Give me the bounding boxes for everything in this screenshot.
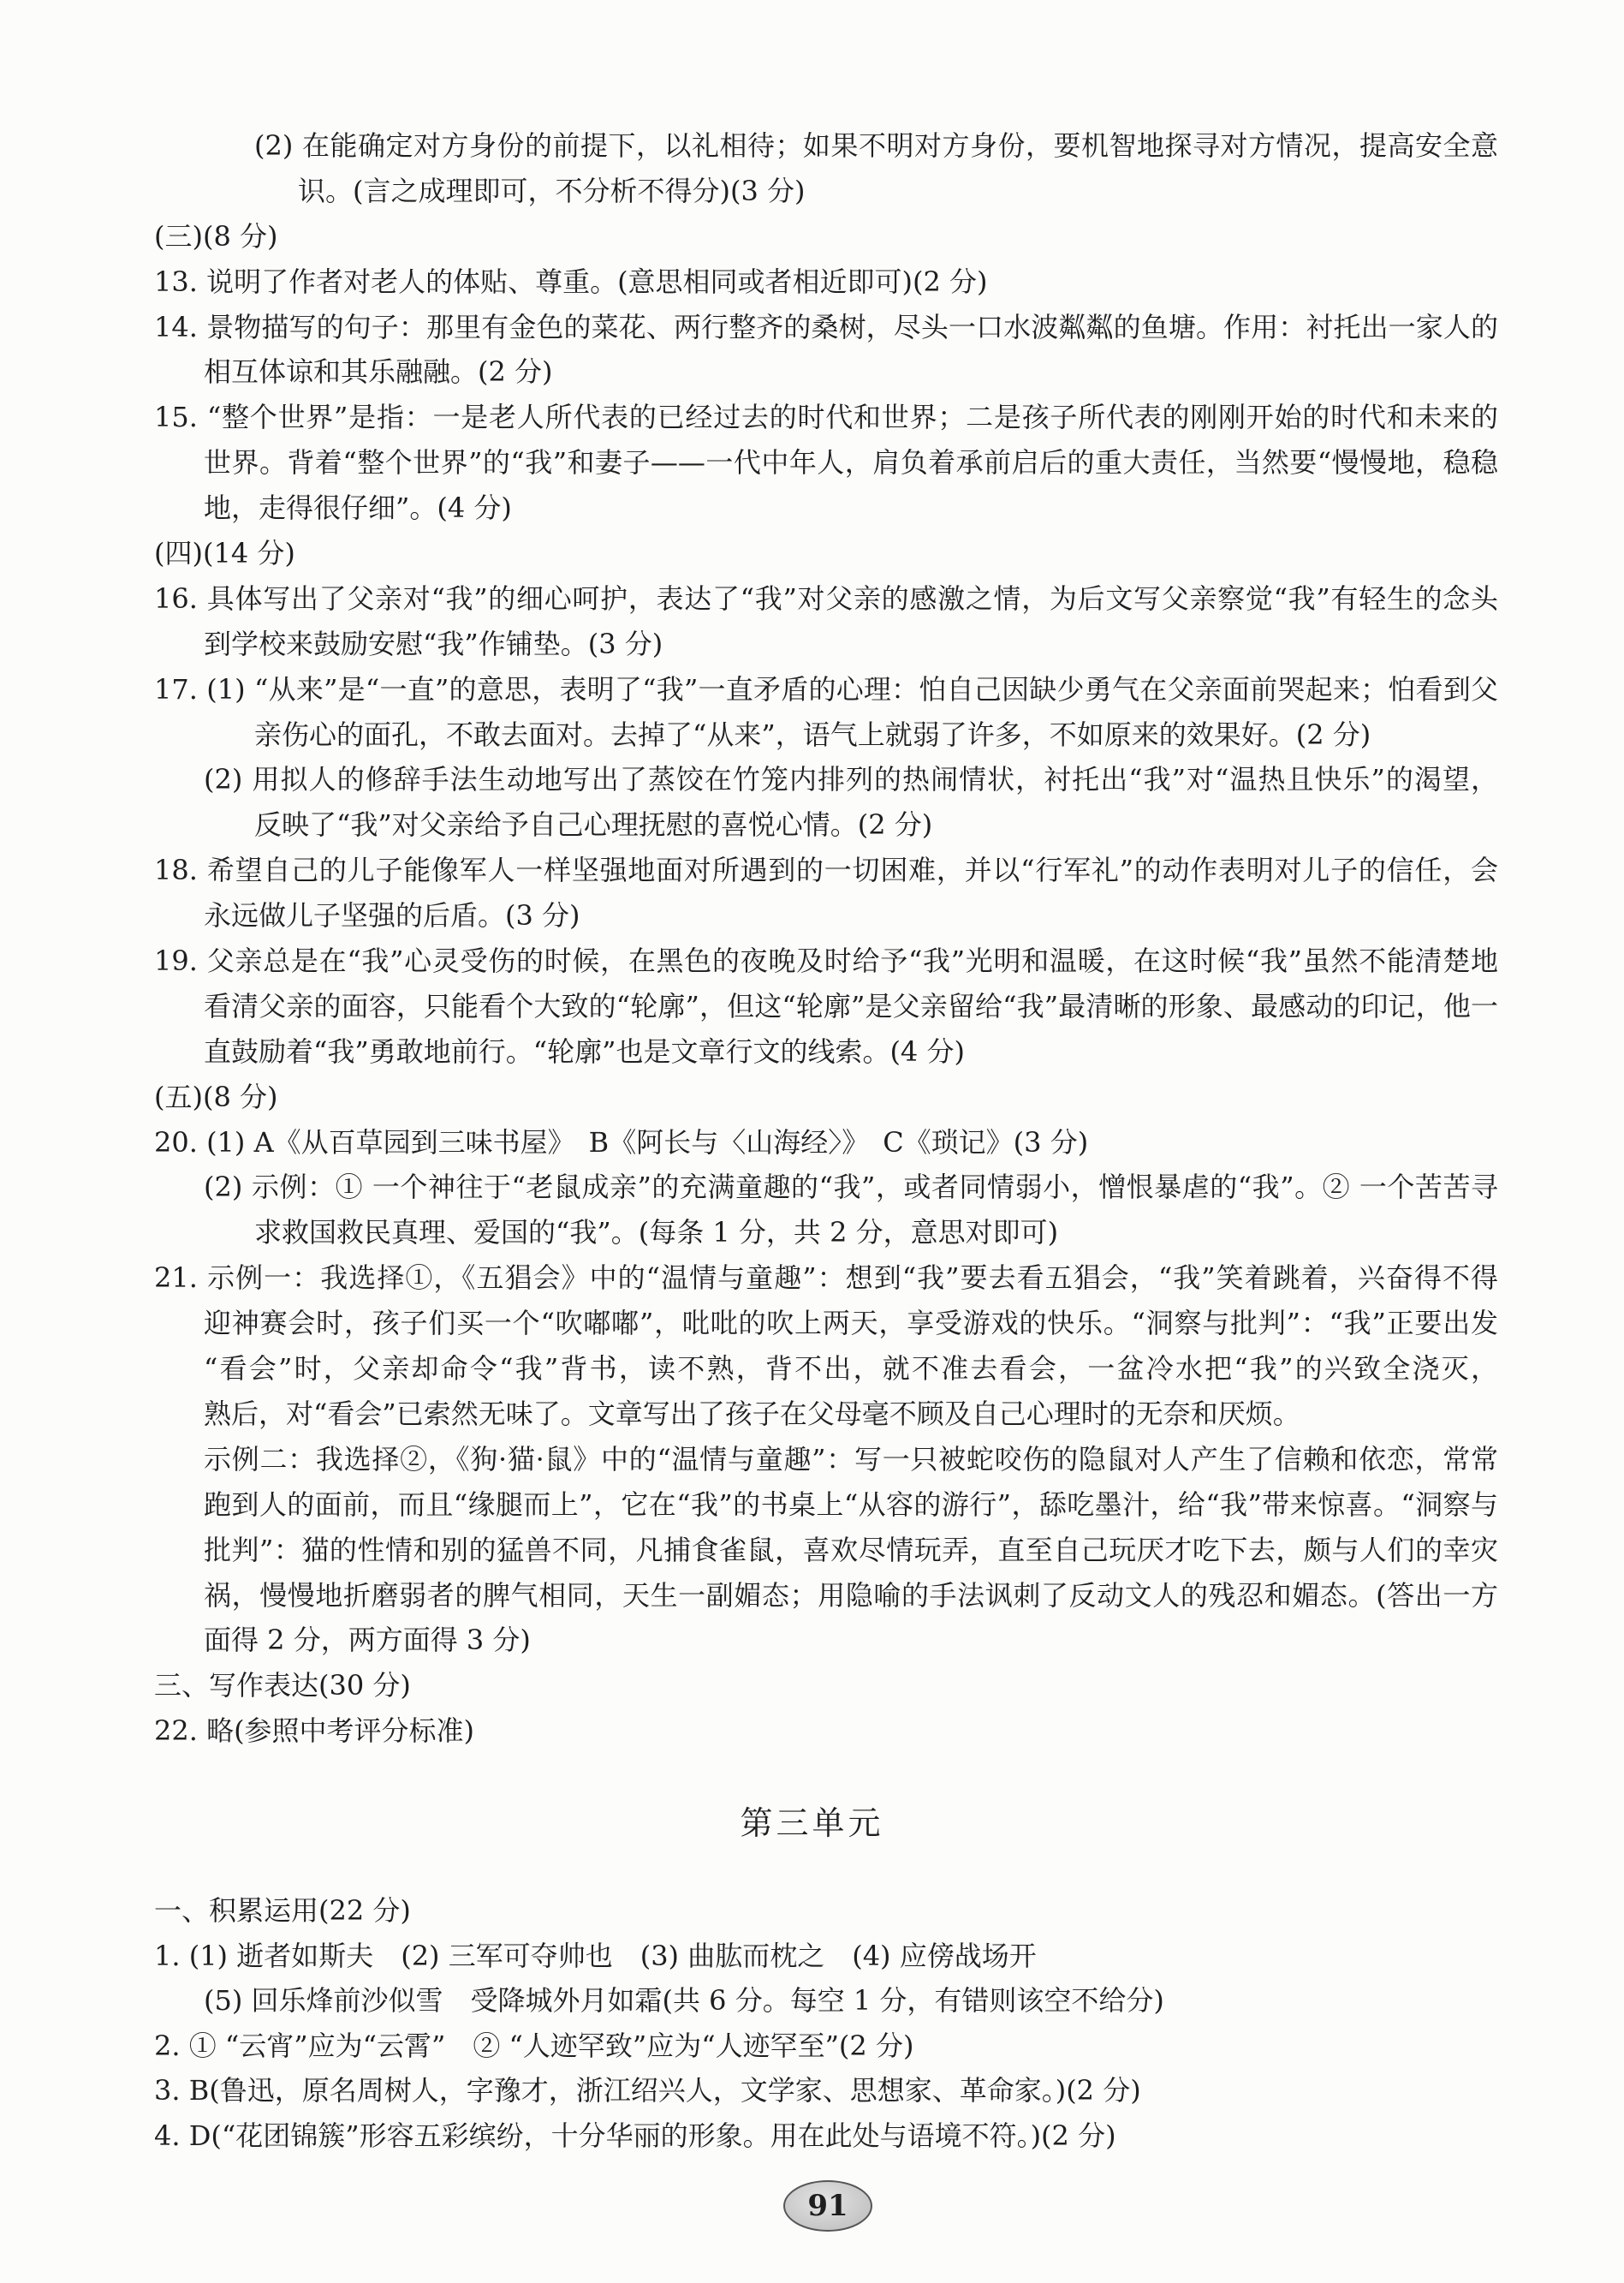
answer-line: 相互体谅和其乐融融。(2 分) — [204, 355, 553, 389]
answer-line: 到学校来鼓励安慰“我”作铺垫。(3 分) — [204, 627, 663, 660]
section-heading: (五)(8 分) — [154, 1080, 278, 1113]
answer-line: 迎神赛会时，孩子们买一个“吹嘟嘟”，吡吡的吹上两天，享受游戏的快乐。“洞察与批判”：“我”正要出发 — [204, 1307, 1498, 1340]
answer-line: 世界。背着“整个世界”的“我”和妻子——一代中年人，肩负着承前启后的重大责任，当然要“慢慢地，稳稳 — [204, 446, 1498, 480]
answer-4: 4. D(“花团锦簇”形容五彩缤纷，十分华丽的形象。用在此处与语境不符。)(2 分) — [154, 2119, 1116, 2152]
answer-section-unit-two — [0, 123, 1624, 1754]
answer-line: 识。(言之成理即可，不分析不得分)(3 分) — [298, 174, 806, 207]
answer-line: 面得 2 分，两方面得 3 分) — [204, 1624, 531, 1657]
answer-line: 亲伤心的面孔，不敢去面对。去掉了“从来”，语气上就弱了许多，不如原来的效果好。(2 分) — [254, 718, 1371, 751]
answer-line: 反映了“我”对父亲给予自己心理抚慰的喜悦心情。(2 分) — [254, 808, 933, 842]
answer-line: “看会”时，父亲却命令“我”背书，读不熟，背不出，就不准去看会，一盆冷水把“我”的兴致全浇灭， — [204, 1352, 1498, 1386]
answer-line: (5) 回乐烽前沙似雪 受降城外月如霜(共 6 分。每空 1 分，有错则该空不给分) — [204, 1984, 1164, 2018]
answer-line: 熟后，对“看会”已索然无味了。文章写出了孩子在父母毫不顾及自己心理时的无奈和厌烦。 — [204, 1397, 1300, 1430]
answer-line: 直鼓励着“我”勇敢地前行。“轮廓”也是文章行文的线索。(4 分) — [204, 1034, 965, 1068]
answer-15: 15. “整个世界”是指：一是老人所代表的已经过去的时代和世界；二是孩子所代表的刚刚开始的时代和未来的 — [154, 401, 1498, 434]
answer-line: 永远做儿子坚强的后盾。(3 分) — [204, 899, 580, 933]
answer-14: 14. 景物描写的句子：那里有金色的菜花、两行整齐的桑树，尽头一口水波粼粼的鱼塘。作用：衬托出一家人的 — [154, 310, 1498, 343]
section-heading: 一、积累运用(22 分) — [154, 1894, 411, 1927]
section-heading: 三、写作表达(30 分) — [154, 1669, 411, 1702]
answer-1: 1. (1) 逝者如斯夫 (2) 三军可夺帅也 (3) 曲肱而枕之 (4) 应傍战场开 — [154, 1939, 1037, 1972]
answer-line: (2) 示例：① 一个神往于“老鼠成亲”的充满童趣的“我”，或者同情弱小，憎恨暴虐的“我”。② 一个苦苦寻 — [204, 1171, 1498, 1204]
answer-13: 13. 说明了作者对老人的体贴、尊重。(意思相同或者相近即可)(2 分) — [154, 265, 988, 298]
answer-section-unit-three — [0, 1888, 1624, 2159]
answer-16: 16. 具体写出了父亲对“我”的细心呵护，表达了“我”对父亲的感激之情，为后文写父亲察觉“我”有轻生的念头 — [154, 581, 1498, 615]
answer-20: 20. (1) A《从百草园到三味书屋》 B《阿长与〈山海经〉》 C《琐记》(3 分) — [154, 1125, 1089, 1159]
answer-17: 17. (1) “从来”是“一直”的意思，表明了“我”一直矛盾的心理：怕自己因缺少勇气在父亲面前哭起来；怕看到父 — [154, 672, 1498, 706]
answer-3: 3. B(鲁迅，原名周树人，字豫才，浙江绍兴人，文学家、思想家、革命家。)(2 分) — [154, 2074, 1141, 2107]
answer-2: 2. ① “云宵”应为“云霄” ② “人迹罕致”应为“人迹罕至”(2 分) — [154, 2029, 914, 2062]
answer-line: (2) 在能确定对方身份的前提下，以礼相待；如果不明对方身份，要机智地探寻对方情况，提高安全意 — [254, 129, 1498, 162]
answer-19: 19. 父亲总是在“我”心灵受伤的时候，在黑色的夜晚及时给予“我”光明和温暖，在这时候“我”虽然不能清楚地 — [154, 945, 1498, 978]
answer-line: 示例二：我选择②，《狗·猫·鼠》中的“温情与童趣”：写一只被蛇咬伤的隐鼠对人产生了信赖和依恋，常常 — [204, 1442, 1498, 1475]
answer-line: 批判”：猫的性情和别的猛兽不同，凡捕食雀鼠，喜欢尽情玩弄，直至自己玩厌才吃下去，颇与人们的幸灾 — [204, 1533, 1498, 1566]
answer-22: 22. 略(参照中考评分标准) — [154, 1714, 475, 1748]
answer-line: (2) 用拟人的修辞手法生动地写出了蒸饺在竹笼内排列的热闹情状，衬托出“我”对“温热且快乐”的渴望， — [204, 763, 1498, 796]
section-heading: (四)(14 分) — [154, 537, 295, 570]
answer-line: 求救国救民真理、爱国的“我”。(每条 1 分，共 2 分，意思对即可) — [254, 1216, 1059, 1249]
answer-line: 跑到人的面前，而且“缘腿而上”，它在“我”的书桌上“从容的游行”，舔吃墨汁，给“我”带来惊喜。“洞察与 — [204, 1487, 1498, 1521]
answer-line: 祸，慢慢地折磨弱者的脾气相同，天生一副媚态；用隐喻的手法讽刺了反动文人的残忍和媚态。(答出一方 — [204, 1578, 1498, 1612]
section-heading: (三)(8 分) — [154, 219, 278, 253]
page-number: 91 — [783, 2180, 872, 2232]
answer-line: 地，走得很仔细”。(4 分) — [204, 492, 512, 525]
unit-title: 第三单元 — [740, 1804, 884, 1842]
answer-21: 21. 示例一：我选择①，《五猖会》中的“温情与童趣”：想到“我”要去看五猖会，“我”笑着跳着，兴奋得不得 — [154, 1261, 1498, 1295]
answer-line: 看清父亲的面容，只能看个大致的“轮廓”，但这“轮廓”是父亲留给“我”最清晰的形象、最感动的印记，他一 — [204, 989, 1498, 1022]
answer-18: 18. 希望自己的儿子能像军人一样坚强地面对所遇到的一切困难，并以“行军礼”的动作表明对儿子的信任，会 — [154, 854, 1498, 887]
